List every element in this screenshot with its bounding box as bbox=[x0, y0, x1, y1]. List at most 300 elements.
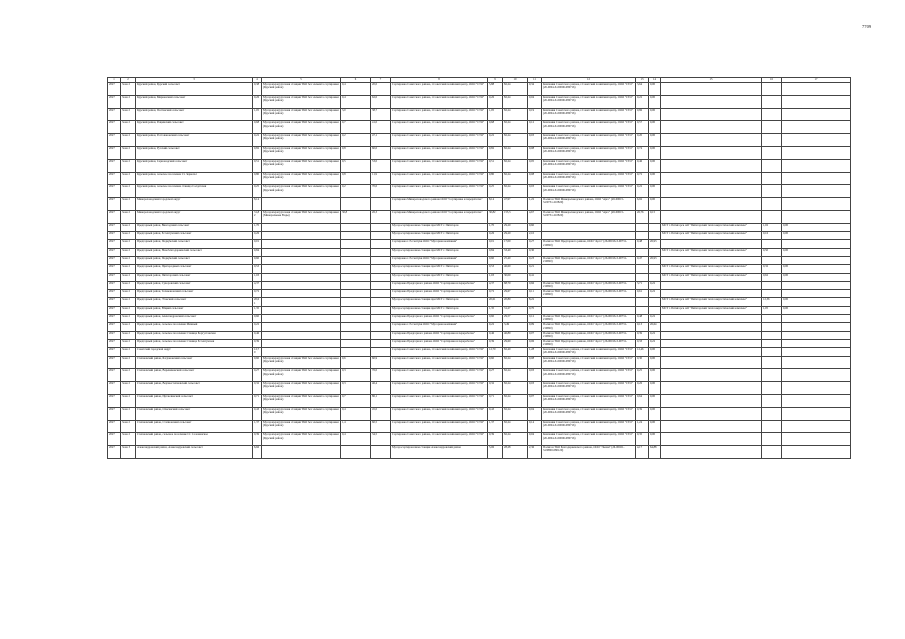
table-cell: 8,22 bbox=[528, 298, 542, 306]
table-cell: Предгорный район, сельское поселение Минный bbox=[136, 323, 253, 331]
table-cell bbox=[262, 273, 341, 281]
table-cell: Полигон ТКО Минераловодского района, ООО "Арго" (26-00015-З-00731-210820) bbox=[542, 210, 636, 223]
table-cell: 0,00 bbox=[782, 232, 851, 240]
table-cell bbox=[762, 315, 782, 323]
table-cell bbox=[542, 248, 636, 256]
table-cell: Зона 2 bbox=[121, 198, 136, 211]
table-cell: Курский район, Ростовановский сельсовет bbox=[136, 134, 253, 147]
table-cell: Зона 3 bbox=[121, 446, 136, 459]
table-cell bbox=[542, 265, 636, 273]
table-cell bbox=[762, 339, 782, 347]
table-cell: 0,04 bbox=[528, 433, 542, 446]
table-cell: 0,16 bbox=[762, 232, 782, 240]
table-cell: 1,22 bbox=[528, 198, 542, 211]
table-cell: 2027 bbox=[108, 369, 121, 382]
table-cell: Мусоросортировочная станция при МСТ г. Пятигорск bbox=[391, 223, 488, 231]
table-cell: Мусоросортировочная станция при МСТ г. Пятигорск bbox=[391, 306, 488, 314]
table-cell bbox=[371, 240, 391, 248]
table-cell bbox=[762, 369, 782, 382]
table-cell: 0,13 bbox=[636, 323, 649, 331]
table-cell: Компания Советского района, г.Советский хозяйский центр, ООО "СТО" (26-0004-Х-00006-080716) bbox=[542, 172, 636, 185]
table-cell: Мусоросортировочная станция при МСТ г. Пятигорск bbox=[391, 232, 488, 240]
table-cell: Мусороперегрузочная станция ТКО без элемента сортировки (Курский район) bbox=[262, 356, 341, 369]
table-cell: Сортировка Советского района, г.Советский хозяйский центр, ООО "СТО" bbox=[391, 420, 488, 433]
table-cell bbox=[262, 256, 341, 264]
table-cell: 2027 bbox=[108, 240, 121, 248]
table-cell bbox=[661, 339, 762, 347]
table-cell bbox=[542, 223, 636, 231]
table-cell: Компания Советского района, г.Советский хозяйский центр, ООО "СТО" (26-0004-Х-00006-080716) bbox=[542, 369, 636, 382]
table-cell: 2027 bbox=[108, 146, 121, 159]
table-cell: Компания Советского района, г.Советский хозяйский центр, ООО "СТО" (26-0004-Х-00006-080716) bbox=[542, 108, 636, 121]
table-cell bbox=[782, 159, 851, 172]
table-cell: Предгорный район, Винсадский сельсовет bbox=[136, 223, 253, 231]
table-cell: 3,71 bbox=[636, 281, 649, 289]
table-row bbox=[108, 121, 851, 134]
table-cell: 47,97 bbox=[503, 198, 528, 211]
table-cell: 1,37 bbox=[488, 420, 503, 433]
table-cell: 70,0 bbox=[371, 185, 391, 198]
table-cell bbox=[262, 315, 341, 323]
table-cell: 31,82 bbox=[253, 210, 262, 223]
table-cell: Курский район, сельское поселение станица Солдатская bbox=[136, 185, 253, 198]
table-cell: Сортировка Предгорного района ООО "Сортировка и переработка" bbox=[391, 331, 488, 339]
table-cell bbox=[542, 306, 636, 314]
table-cell: 1,4 bbox=[341, 420, 371, 433]
table-cell bbox=[636, 306, 649, 314]
table-cell: Зона 2 bbox=[121, 121, 136, 134]
table-cell: Предгорный район, Новоблагодарненский сельсовет bbox=[136, 248, 253, 256]
table-cell bbox=[782, 108, 851, 121]
table-row bbox=[108, 95, 851, 108]
table-cell: 20,0 bbox=[371, 83, 391, 96]
table-cell bbox=[262, 306, 341, 314]
table-cell bbox=[341, 315, 371, 323]
table-cell: 2027 bbox=[108, 108, 121, 121]
table-cell: 0,35 bbox=[636, 433, 649, 446]
table-cell bbox=[371, 446, 391, 459]
table-cell bbox=[371, 223, 391, 231]
table-cell: 1,05 bbox=[762, 306, 782, 314]
table-cell: 0,61 bbox=[636, 290, 649, 298]
table-cell: 0,09 bbox=[528, 323, 542, 331]
table-cell: Курский район, Мирненский сельсовет bbox=[136, 95, 253, 108]
table-cell: 82,40 bbox=[503, 348, 528, 356]
table-cell: 0,26 bbox=[636, 382, 649, 395]
table-row bbox=[108, 348, 851, 356]
table-body bbox=[108, 83, 851, 459]
table-cell bbox=[762, 281, 782, 289]
table-cell bbox=[649, 248, 661, 256]
column-number: 4 bbox=[253, 78, 262, 83]
table-cell: 3,64 bbox=[636, 83, 649, 96]
table-cell: 45,0 bbox=[371, 407, 391, 420]
table-cell: Сортировка г. Ессентуки ООО "Мусорная компания" bbox=[391, 323, 488, 331]
table-cell: 41,0 bbox=[371, 121, 391, 134]
table-cell: Компания Советского района, г.Советский хозяйский центр, ООО "СТО" (26-0004-Х-00006-080716) bbox=[542, 185, 636, 198]
table-cell: Мусороперегрузочная станция ТКО без элемента сортировки (Минеральные Воды) bbox=[262, 210, 341, 223]
table-cell: 0,07 bbox=[528, 331, 542, 339]
table-cell: 1,05 bbox=[488, 108, 503, 121]
table-cell: 0,00 bbox=[649, 159, 661, 172]
table-cell: 46,60 bbox=[503, 265, 528, 273]
table-cell: 82,24 bbox=[503, 382, 528, 395]
table-cell: 0,08 bbox=[528, 146, 542, 159]
table-cell: 2027 bbox=[108, 323, 121, 331]
table-cell bbox=[762, 172, 782, 185]
table-cell: 8,14 bbox=[253, 198, 262, 211]
table-cell: Мусороперегрузочная станция ТКО без элемента сортировки (Курский район) bbox=[262, 83, 341, 96]
table-cell bbox=[649, 265, 661, 273]
table-cell: 0,04 bbox=[528, 95, 542, 108]
table-cell bbox=[649, 298, 661, 306]
table-cell: Курский район, Полтавский сельсовет bbox=[136, 108, 253, 121]
table-cell: Компания Советского района, г.Советский хозяйский центр, ООО "СТО" (26-0004-Х-00006-080716) bbox=[542, 348, 636, 356]
table-cell: Зона 2 bbox=[121, 356, 136, 369]
table-cell: 0,00 bbox=[649, 356, 661, 369]
table-cell: Сортировка Советского района, г.Советский хозяйский центр, ООО "СТО" bbox=[391, 369, 488, 382]
table-cell: 82,24 bbox=[503, 356, 528, 369]
table-cell: 2027 bbox=[108, 420, 121, 433]
table-cell: 2027 bbox=[108, 256, 121, 264]
table-cell bbox=[782, 348, 851, 356]
table-cell: Зона 2 bbox=[121, 298, 136, 306]
table-cell: 60,0 bbox=[371, 146, 391, 159]
table-cell: 0,46 bbox=[253, 331, 262, 339]
table-cell: 0,00 bbox=[649, 433, 661, 446]
table-cell: 20,61 bbox=[253, 298, 262, 306]
table-cell bbox=[341, 323, 371, 331]
table-cell: 0,41 bbox=[528, 273, 542, 281]
table-cell bbox=[782, 323, 851, 331]
column-number: 15 bbox=[661, 78, 762, 83]
table-cell bbox=[262, 198, 341, 211]
table-cell: 0,60 bbox=[488, 256, 503, 264]
table-row bbox=[108, 298, 851, 306]
table-row bbox=[108, 394, 851, 407]
table-cell: Мусороперегрузочная станция ТКО без элемента сортировки (Курский район) bbox=[262, 433, 341, 446]
table-cell: 0,00 bbox=[649, 95, 661, 108]
table-cell: 2027 bbox=[108, 232, 121, 240]
table-cell bbox=[782, 331, 851, 339]
table-cell: 62,0 bbox=[371, 95, 391, 108]
table-cell bbox=[782, 198, 851, 211]
table-cell: Степновский район, Степновский сельсовет bbox=[136, 420, 253, 433]
table-cell: Зона 2 bbox=[121, 369, 136, 382]
table-cell: 0,22 bbox=[649, 331, 661, 339]
table-row bbox=[108, 232, 851, 240]
table-cell bbox=[371, 265, 391, 273]
table-cell: 0,00 bbox=[649, 134, 661, 147]
table-cell: 0,46 bbox=[488, 331, 503, 339]
table-cell bbox=[262, 290, 341, 298]
table-cell: Мусороперегрузочная станция ТКО без элемента сортировки (Курский район) bbox=[262, 159, 341, 172]
table-cell: 0,25 bbox=[488, 185, 503, 198]
table-cell: 0,01 bbox=[488, 240, 503, 248]
table-cell: 0,15 bbox=[649, 210, 661, 223]
table-cell: Сортировка Советского района, г.Советский хозяйский центр, ООО "СТО" bbox=[391, 185, 488, 198]
table-cell: 0,86 bbox=[636, 108, 649, 121]
table-cell: 0,39 bbox=[253, 433, 262, 446]
table-cell: Зона 2 bbox=[121, 223, 136, 231]
column-number: 7 bbox=[371, 78, 391, 83]
table-cell: Компания Советского района, г.Советский хозяйский центр, ООО "СТО" (26-0004-Х-00006-080716) bbox=[542, 382, 636, 395]
table-cell: Сортировка Предгорного района ООО "Сортировка и переработка" bbox=[391, 339, 488, 347]
table-cell: Мусороперегрузочная станция ТКО без элемента сортировки (Курский район) bbox=[262, 420, 341, 433]
table-cell: 0,43 bbox=[253, 407, 262, 420]
table-cell: 8,14 bbox=[488, 198, 503, 211]
table-row bbox=[108, 369, 851, 382]
table-cell bbox=[782, 121, 851, 134]
table-cell: 0,84 bbox=[253, 248, 262, 256]
table-cell: Сортировка Советского района, г.Советский хозяйский центр, ООО "СТО" bbox=[391, 134, 488, 147]
table-cell: 0,21 bbox=[528, 265, 542, 273]
table-cell: Предгорный район, Тельмановский сельсовет bbox=[136, 290, 253, 298]
table-cell: 0,22 bbox=[636, 95, 649, 108]
waste-flow-table bbox=[107, 77, 851, 459]
table-cell bbox=[762, 134, 782, 147]
table-cell: 0,00 bbox=[649, 420, 661, 433]
table-cell: Зона 2 bbox=[121, 108, 136, 121]
table-cell: 86,1 bbox=[371, 394, 391, 407]
table-cell: Александровский район, Александровский сельсовет bbox=[136, 446, 253, 459]
table-cell bbox=[782, 420, 851, 433]
table-cell: Степновский район, Ольгинский сельсовет bbox=[136, 407, 253, 420]
table-cell: Полигон ТКО Предгорного района, ООО "Арго" (26-00016-З-00731-210820) bbox=[542, 331, 636, 339]
table-cell: 0,48 bbox=[636, 240, 649, 248]
table-cell: 0,39 bbox=[253, 339, 262, 347]
table-cell: Мусороперегрузочная станция ТКО без элемента сортировки (Курский район) bbox=[262, 121, 341, 134]
table-cell: 0,00 bbox=[649, 121, 661, 134]
table-cell: Курский район, Серноводский сельсовет bbox=[136, 159, 253, 172]
table-cell bbox=[762, 108, 782, 121]
table-cell bbox=[341, 232, 371, 240]
table-cell bbox=[262, 232, 341, 240]
table-cell: 0,14 bbox=[528, 420, 542, 433]
table-cell bbox=[636, 298, 649, 306]
table-cell: 1,02 bbox=[762, 223, 782, 231]
table-row bbox=[108, 172, 851, 185]
table-cell bbox=[661, 134, 762, 147]
table-cell bbox=[762, 382, 782, 395]
table-cell: 0,8 bbox=[341, 146, 371, 159]
table-cell: 82,24 bbox=[503, 146, 528, 159]
column-number: 14 bbox=[649, 78, 661, 83]
table-cell: 82,24 bbox=[503, 369, 528, 382]
table-row bbox=[108, 433, 851, 446]
table-cell: 26,3 bbox=[371, 210, 391, 223]
table-cell bbox=[661, 83, 762, 96]
table-cell: 30,00 bbox=[503, 273, 528, 281]
table-cell: 0,00 bbox=[782, 265, 851, 273]
table-cell: 2,36 bbox=[528, 446, 542, 459]
table-cell: Предгорный район, Суворовский сельсовет bbox=[136, 281, 253, 289]
table-cell: Компания Советского района, г.Советский хозяйский центр, ООО "СТО" (26-0004-Х-00006-080716) bbox=[542, 407, 636, 420]
table-cell: Полигон ТКО Предгорного района, ООО "Арго" (26-00016-З-00731-210820) bbox=[542, 339, 636, 347]
table-cell: 3,0 bbox=[341, 108, 371, 121]
table-cell: Зона 2 bbox=[121, 232, 136, 240]
table-cell: 2027 bbox=[108, 185, 121, 198]
table-cell: 12,46 bbox=[636, 348, 649, 356]
table-cell: 4,37 bbox=[488, 281, 503, 289]
table-cell bbox=[661, 348, 762, 356]
table-cell bbox=[782, 95, 851, 108]
table-cell: 0,22 bbox=[636, 185, 649, 198]
table-cell: 1,03 bbox=[253, 273, 262, 281]
table-cell: 26,64 bbox=[649, 323, 661, 331]
table-cell bbox=[661, 240, 762, 248]
table-cell: 29,57 bbox=[503, 315, 528, 323]
table-cell: Предгорный район, Пятигорский сельсовет bbox=[136, 273, 253, 281]
table-cell: 0,00 bbox=[649, 108, 661, 121]
table-row bbox=[108, 159, 851, 172]
table-cell bbox=[782, 172, 851, 185]
table-row bbox=[108, 240, 851, 248]
table-cell: Минераловодский городской округ bbox=[136, 198, 253, 211]
table-cell: 0,4 bbox=[341, 83, 371, 96]
table-cell: Курский район, Рощинский сельсовет bbox=[136, 121, 253, 134]
table-cell: 0,00 bbox=[649, 394, 661, 407]
table-cell: 29,60 bbox=[503, 339, 528, 347]
table-cell: 20,80 bbox=[503, 298, 528, 306]
table-cell bbox=[341, 446, 371, 459]
table-row bbox=[108, 83, 851, 96]
table-cell bbox=[341, 273, 371, 281]
table-cell: 0,26 bbox=[253, 232, 262, 240]
table-cell bbox=[649, 232, 661, 240]
table-cell: 82,24 bbox=[503, 172, 528, 185]
table-cell bbox=[661, 369, 762, 382]
table-cell: Мусоросортировочная станция Александровский район bbox=[391, 446, 488, 459]
table-cell bbox=[636, 232, 649, 240]
table-cell: Компания Советского района, г.Советский хозяйский центр, ООО "СТО" (26-0004-Х-00006-080716) bbox=[542, 83, 636, 96]
table-cell: 20,61 bbox=[488, 298, 503, 306]
table-cell bbox=[371, 306, 391, 314]
table-cell: Предгорный район, сельское поселение Станица Боргустанская bbox=[136, 331, 253, 339]
table-cell: Советский городской округ bbox=[136, 348, 253, 356]
table-cell: 29,67 bbox=[503, 290, 528, 298]
table-cell: 0,60 bbox=[253, 256, 262, 264]
table-cell bbox=[262, 281, 341, 289]
table-cell: Степновский район, сельское поселение Ст. Соломенское bbox=[136, 433, 253, 446]
table-cell: 29,20 bbox=[503, 232, 528, 240]
table-cell: 0,74 bbox=[636, 146, 649, 159]
table-cell: 2027 bbox=[108, 95, 121, 108]
table-cell: 0,2 bbox=[341, 185, 371, 198]
table-cell: Зона 2 bbox=[121, 315, 136, 323]
table-cell bbox=[782, 339, 851, 347]
table-row bbox=[108, 407, 851, 420]
table-cell bbox=[661, 108, 762, 121]
table-cell bbox=[262, 298, 341, 306]
table-cell: 0,68 bbox=[253, 121, 262, 134]
table-cell: 2027 bbox=[108, 382, 121, 395]
table-cell: 0,27 bbox=[488, 369, 503, 382]
table-cell bbox=[782, 394, 851, 407]
table-cell bbox=[341, 290, 371, 298]
table-cell: 0,3 bbox=[341, 369, 371, 382]
table-row bbox=[108, 281, 851, 289]
table-cell: 4,67 bbox=[528, 210, 542, 223]
table-cell: 0,27 bbox=[528, 240, 542, 248]
table-cell: Сортировка Советского района, г.Советский хозяйский центр, ООО "СТО" bbox=[391, 433, 488, 446]
table-cell: Зона 2 bbox=[121, 394, 136, 407]
table-cell bbox=[636, 223, 649, 231]
table-cell: 0,43 bbox=[488, 407, 503, 420]
table-cell bbox=[661, 172, 762, 185]
table-cell: 5,06 bbox=[488, 446, 503, 459]
table-cell: 2027 bbox=[108, 248, 121, 256]
table-cell bbox=[542, 232, 636, 240]
table-cell bbox=[371, 256, 391, 264]
table-cell bbox=[762, 394, 782, 407]
table-cell: МСТ г. Пятигорск АО "Пятигорский теплоэнергетический комплекс" bbox=[661, 273, 762, 281]
table-cell bbox=[371, 315, 391, 323]
table-row bbox=[108, 382, 851, 395]
table-cell: 0,80 bbox=[253, 172, 262, 185]
table-cell: 2027 bbox=[108, 83, 121, 96]
table-cell bbox=[661, 185, 762, 198]
table-cell: Мусороперегрузочная станция ТКО без элемента сортировки (Курский район) bbox=[262, 95, 341, 108]
table-cell: 0,47 bbox=[636, 256, 649, 264]
table-cell: Полигон ТКО Минераловодского района, ООО "Арго" (26-00015-З-00731-210820) bbox=[542, 198, 636, 211]
table-cell: МСТ г. Пятигорск АО "Пятигорский теплоэнергетический комплекс" bbox=[661, 223, 762, 231]
table-cell: Зона 2 bbox=[121, 185, 136, 198]
table-cell bbox=[341, 256, 371, 264]
table-cell: Зона 2 bbox=[121, 323, 136, 331]
table-row bbox=[108, 185, 851, 198]
table-cell bbox=[782, 356, 851, 369]
table-cell: 82,24 bbox=[503, 159, 528, 172]
column-number: 5 bbox=[262, 78, 341, 83]
table-cell: Полигон ТКО Предгорного района, ООО "Арго" (26-00016-З-00731-210820) bbox=[542, 323, 636, 331]
table-cell: Сортировка Предгорного района ООО "Сортировка и переработка" bbox=[391, 315, 488, 323]
table-cell bbox=[341, 331, 371, 339]
table-cell: 1,28 bbox=[528, 348, 542, 356]
table-cell bbox=[262, 446, 341, 459]
table-cell: Курский район, Русский сельсовет bbox=[136, 146, 253, 159]
table-cell bbox=[762, 146, 782, 159]
table-cell: 82,24 bbox=[503, 95, 528, 108]
table-cell bbox=[762, 240, 782, 248]
table-cell: 0,71 bbox=[488, 394, 503, 407]
table-cell: Зона 2 bbox=[121, 210, 136, 223]
table-cell bbox=[661, 394, 762, 407]
table-cell bbox=[341, 265, 371, 273]
table-cell: 0,72 bbox=[636, 172, 649, 185]
table-cell: 0,46 bbox=[636, 159, 649, 172]
table-cell: 4,37 bbox=[253, 281, 262, 289]
table-cell bbox=[762, 290, 782, 298]
table-cell bbox=[262, 240, 341, 248]
table-cell: Компания Советского района, г.Советский хозяйский центр, ООО "СТО" (26-0004-Х-00006-080716) bbox=[542, 420, 636, 433]
table-cell bbox=[661, 356, 762, 369]
table-cell bbox=[762, 210, 782, 223]
table-cell bbox=[542, 273, 636, 281]
table-cell: 0,00 bbox=[782, 223, 851, 231]
table-cell bbox=[341, 298, 371, 306]
table-cell: Зона 2 bbox=[121, 146, 136, 159]
table-cell: 0,38 bbox=[253, 83, 262, 96]
table-cell: 0,62 bbox=[762, 273, 782, 281]
table-cell: 60,9 bbox=[371, 356, 391, 369]
table-cell: 33,40 bbox=[503, 248, 528, 256]
table-cell: 0,00 bbox=[649, 172, 661, 185]
table-cell: 0,03 bbox=[528, 134, 542, 147]
table-cell: 2027 bbox=[108, 290, 121, 298]
table-cell: Зона 2 bbox=[121, 281, 136, 289]
column-number: 12 bbox=[542, 78, 636, 83]
